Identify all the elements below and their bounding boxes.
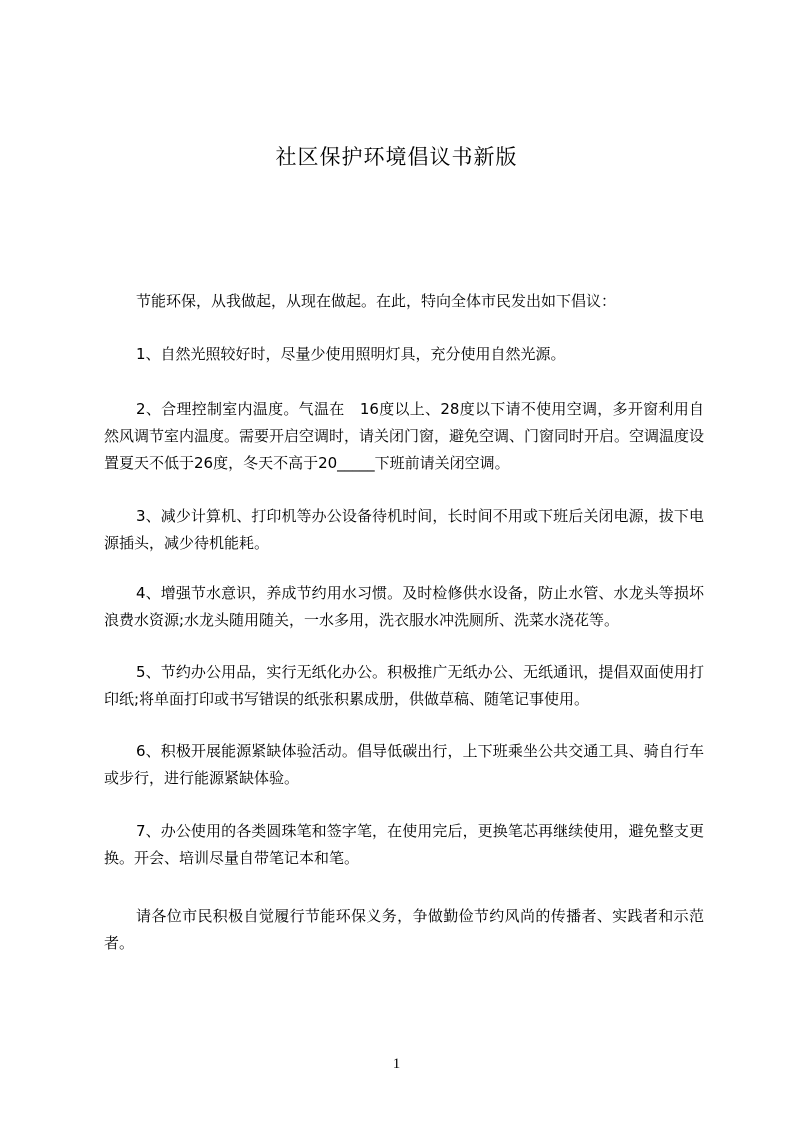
proposal-item-5: 5、节约办公用品，实行无纸化办公。积极推广无纸办公、无纸通讯，提倡双面使用打印纸;将单面打印或书写错误的纸张积累成册，供做草稿、随笔记事使用。 [104, 663, 704, 708]
page-number: 1 [392, 1056, 401, 1072]
proposal-item-4: 4、增强节水意识，养成节约用水习惯。及时检修供水设备，防止水管、水龙头等损坏浪费水资源;水龙头随用随关，一水多用，洗衣服水冲洗厕所、洗菜水浇花等。 [104, 584, 704, 629]
proposal-item-1: 1、自然光照较好时，尽量少使用照明灯具，充分使用自然光源。 [136, 345, 566, 363]
proposal-item-3: 3、减少计算机、打印机等办公设备待机时间，长时间不用或下班后关闭电源，拔下电源插头，减少待机能耗。 [104, 507, 704, 552]
proposal-item-6: 6、积极开展能源紧缺体验活动。倡导低碳出行，上下班乘坐公共交通工具、骑自行车或步行，进行能源紧缺体验。 [104, 742, 704, 787]
closing-paragraph: 请各位市民积极自觉履行节能环保义务，争做勤俭节约风尚的传播者、实践者和示范者。 [104, 907, 704, 952]
proposal-item-2: 2、合理控制室内温度。气温在 16度以上、28度以下请不使用空调，多开窗利用自然风调节室内温度。需要开启空调时，请关闭门窗，避免空调、门窗同时开启。空调温度设置夏天不低于26度，冬天不高于20_____下班前请关闭空调。 [104, 400, 705, 472]
intro-paragraph: 节能环保，从我做起，从现在做起。在此，特向全体市民发出如下倡议： [136, 292, 617, 310]
proposal-item-7: 7、办公使用的各类圆珠笔和签字笔，在使用完后，更换笔芯再继续使用，避免整支更换。开会、培训尽量自带笔记本和笔。 [104, 822, 704, 867]
document-title: 社区保护环境倡议书新版 [275, 145, 518, 169]
